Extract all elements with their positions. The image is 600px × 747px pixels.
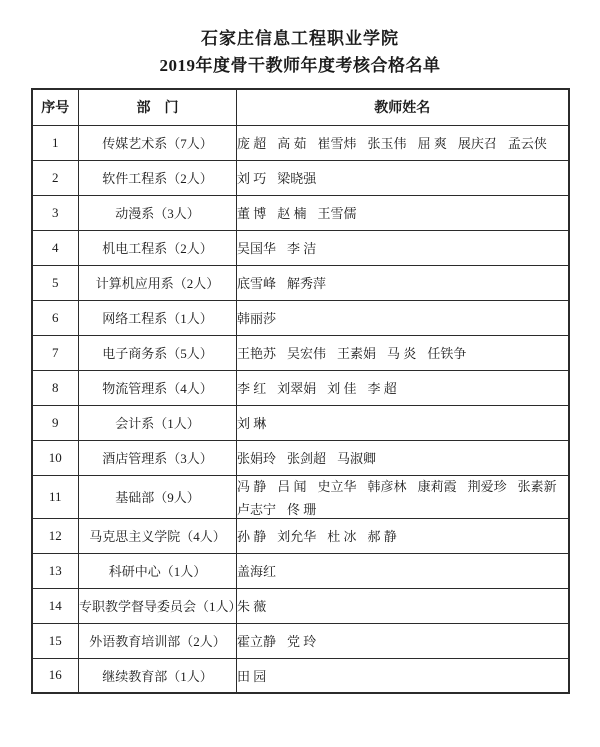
teacher-name: 展庆召: [457, 136, 497, 151]
row-department-cell: 基础部（9人）: [79, 475, 237, 518]
teacher-name: 王素娟: [337, 346, 377, 361]
row-department-cell: 电子商务系（5人）: [79, 335, 237, 370]
row-serial-number-cell: 13: [32, 553, 79, 588]
header-serial-number: 序号: [32, 89, 79, 125]
teacher-name: 党 玲: [287, 634, 317, 649]
teacher-name: 底雪峰: [237, 276, 277, 291]
teacher-name: 张素新: [517, 478, 557, 494]
teacher-name: 杜 冰: [327, 529, 357, 544]
row-names-cell: [237, 195, 569, 230]
teacher-name: 张剑超: [287, 451, 327, 466]
teacher-names-list: [237, 561, 568, 580]
row-department-cell: 外语教育培训部（2人）: [79, 623, 237, 658]
row-names-cell: [237, 300, 569, 335]
document-title: 石家庄信息工程职业学院: [201, 29, 399, 48]
teacher-name: 高 茹: [277, 136, 307, 151]
row-serial-number-cell: 1: [32, 125, 79, 160]
teacher-names-list: [237, 238, 568, 257]
row-serial-number-cell: 11: [32, 475, 79, 518]
teacher-name: 吴国华: [237, 241, 277, 256]
teacher-name: 冯 静: [237, 478, 267, 494]
teacher-name: 崔雪炜: [317, 136, 357, 151]
teacher-names-list: [237, 378, 568, 397]
row-serial-number-cell: 15: [32, 623, 79, 658]
row-names-cell: [237, 588, 569, 623]
teacher-name: 张玉伟: [367, 136, 407, 151]
teacher-name: 王艳苏: [237, 346, 277, 361]
document-subtitle: 2019年度骨干教师年度考核合格名单: [159, 56, 441, 75]
teacher-names-list: [237, 526, 568, 545]
teacher-name: 佟 珊: [287, 501, 317, 517]
teacher-name: 解秀萍: [287, 276, 327, 291]
teacher-name: 吴宏伟: [287, 346, 327, 361]
teacher-name: 王雪儒: [317, 206, 357, 221]
row-serial-number-cell: 14: [32, 588, 79, 623]
teacher-names-list: [237, 413, 568, 432]
teacher-name: 马淑卿: [337, 451, 377, 466]
teacher-names-list: [237, 448, 568, 467]
table-row: [32, 623, 569, 658]
teacher-names-list: [237, 343, 568, 362]
teacher-name: 卢志宁: [237, 501, 277, 517]
teacher-names-list: [237, 308, 568, 327]
teacher-names-list: [237, 203, 568, 222]
row-names-cell: [237, 553, 569, 588]
table-row: [32, 553, 569, 588]
teacher-name: 史立华: [317, 478, 357, 494]
row-serial-number-cell: 6: [32, 300, 79, 335]
teacher-name: 董 博: [237, 206, 267, 221]
row-serial-number-cell: 3: [32, 195, 79, 230]
teacher-name: 李 红: [237, 381, 267, 396]
row-department-cell: 软件工程系（2人）: [79, 160, 237, 195]
teacher-name: 田 园: [237, 668, 267, 684]
teacher-name: 李 洁: [287, 241, 317, 256]
row-department-cell: 会计系（1人）: [79, 405, 237, 440]
teacher-name: 马 炎: [387, 346, 417, 361]
table-header-row: [32, 89, 569, 125]
table-row: [32, 160, 569, 195]
table-row: [32, 195, 569, 230]
teacher-name: 李 超: [367, 381, 397, 396]
teacher-name: 孙 静: [237, 529, 267, 544]
row-serial-number-cell: 8: [32, 370, 79, 405]
row-serial-number-cell: 7: [32, 335, 79, 370]
row-serial-number-cell: 4: [32, 230, 79, 265]
teacher-name: 赵 楠: [277, 206, 307, 221]
assessment-table: [31, 88, 570, 694]
header-department: 部 门: [79, 89, 237, 125]
row-names-cell: [237, 160, 569, 195]
row-names-cell: [237, 335, 569, 370]
table-row: [32, 300, 569, 335]
table-row: [32, 265, 569, 300]
row-department-cell: 网络工程系（1人）: [79, 300, 237, 335]
teacher-names-list: [237, 476, 568, 518]
teacher-name: 吕 闻: [277, 478, 307, 494]
teacher-name: 刘允华: [277, 529, 317, 544]
teacher-names-list: [237, 133, 568, 152]
row-serial-number-cell: 12: [32, 518, 79, 553]
row-names-cell: [237, 475, 569, 518]
row-names-cell: [237, 230, 569, 265]
teacher-names-list: [237, 168, 568, 187]
teacher-name: 孟云侠: [507, 136, 547, 151]
teacher-name: 刘 琳: [237, 416, 267, 431]
row-names-cell: [237, 370, 569, 405]
row-names-cell: [237, 518, 569, 553]
table-row: [32, 475, 569, 518]
teacher-name: 朱 薇: [237, 599, 267, 614]
teacher-name: 屈 爽: [417, 136, 447, 151]
teacher-name: 刘 巧: [237, 171, 267, 186]
row-names-cell: [237, 623, 569, 658]
row-names-cell: [237, 440, 569, 475]
row-department-cell: 动漫系（3人）: [79, 195, 237, 230]
table-body: [32, 125, 569, 693]
teacher-name: 刘翠娟: [277, 381, 317, 396]
teacher-name: 盖海红: [237, 564, 277, 579]
row-department-cell: 科研中心（1人）: [79, 553, 237, 588]
row-names-cell: [237, 265, 569, 300]
row-serial-number-cell: 9: [32, 405, 79, 440]
row-department-cell: 专职教学督导委员会（1人）: [79, 588, 237, 623]
teacher-name: 任铁争: [427, 346, 467, 361]
row-department-cell: 物流管理系（4人）: [79, 370, 237, 405]
table-row: [32, 658, 569, 693]
teacher-names-list: [237, 596, 568, 615]
table-row: [32, 588, 569, 623]
teacher-name: 霍立静: [237, 634, 277, 649]
table-row: [32, 370, 569, 405]
row-department-cell: 计算机应用系（2人）: [79, 265, 237, 300]
row-department-cell: 继续教育部（1人）: [79, 658, 237, 693]
teacher-name: 韩彦林: [367, 478, 407, 494]
table-row: [32, 405, 569, 440]
teacher-name: 庞 超: [237, 136, 267, 151]
teacher-name: 刘 佳: [327, 381, 357, 396]
row-department-cell: 马克思主义学院（4人）: [79, 518, 237, 553]
row-names-cell: [237, 658, 569, 693]
teacher-name: 康莉霞: [417, 478, 457, 494]
teacher-names-list: [237, 273, 568, 292]
table-row: [32, 440, 569, 475]
teacher-name: 张娟玲: [237, 451, 277, 466]
row-department-cell: 机电工程系（2人）: [79, 230, 237, 265]
row-department-cell: 酒店管理系（3人）: [79, 440, 237, 475]
row-names-cell: [237, 405, 569, 440]
row-serial-number-cell: 5: [32, 265, 79, 300]
teacher-name: 梁晓强: [277, 171, 317, 186]
row-serial-number-cell: 2: [32, 160, 79, 195]
table-row: [32, 125, 569, 160]
header-teacher-names: 教师姓名: [237, 89, 569, 125]
row-serial-number-cell: 16: [32, 658, 79, 693]
row-names-cell: [237, 125, 569, 160]
table-row: [32, 518, 569, 553]
teacher-name: 荆爱珍: [467, 478, 507, 494]
teacher-name: 韩丽莎: [237, 311, 277, 326]
teacher-names-list: [237, 631, 568, 650]
teacher-name: 郝 静: [367, 529, 397, 544]
table-row: [32, 335, 569, 370]
row-serial-number-cell: 10: [32, 440, 79, 475]
teacher-names-list: [237, 666, 568, 685]
row-department-cell: 传媒艺术系（7人）: [79, 125, 237, 160]
table-row: [32, 230, 569, 265]
